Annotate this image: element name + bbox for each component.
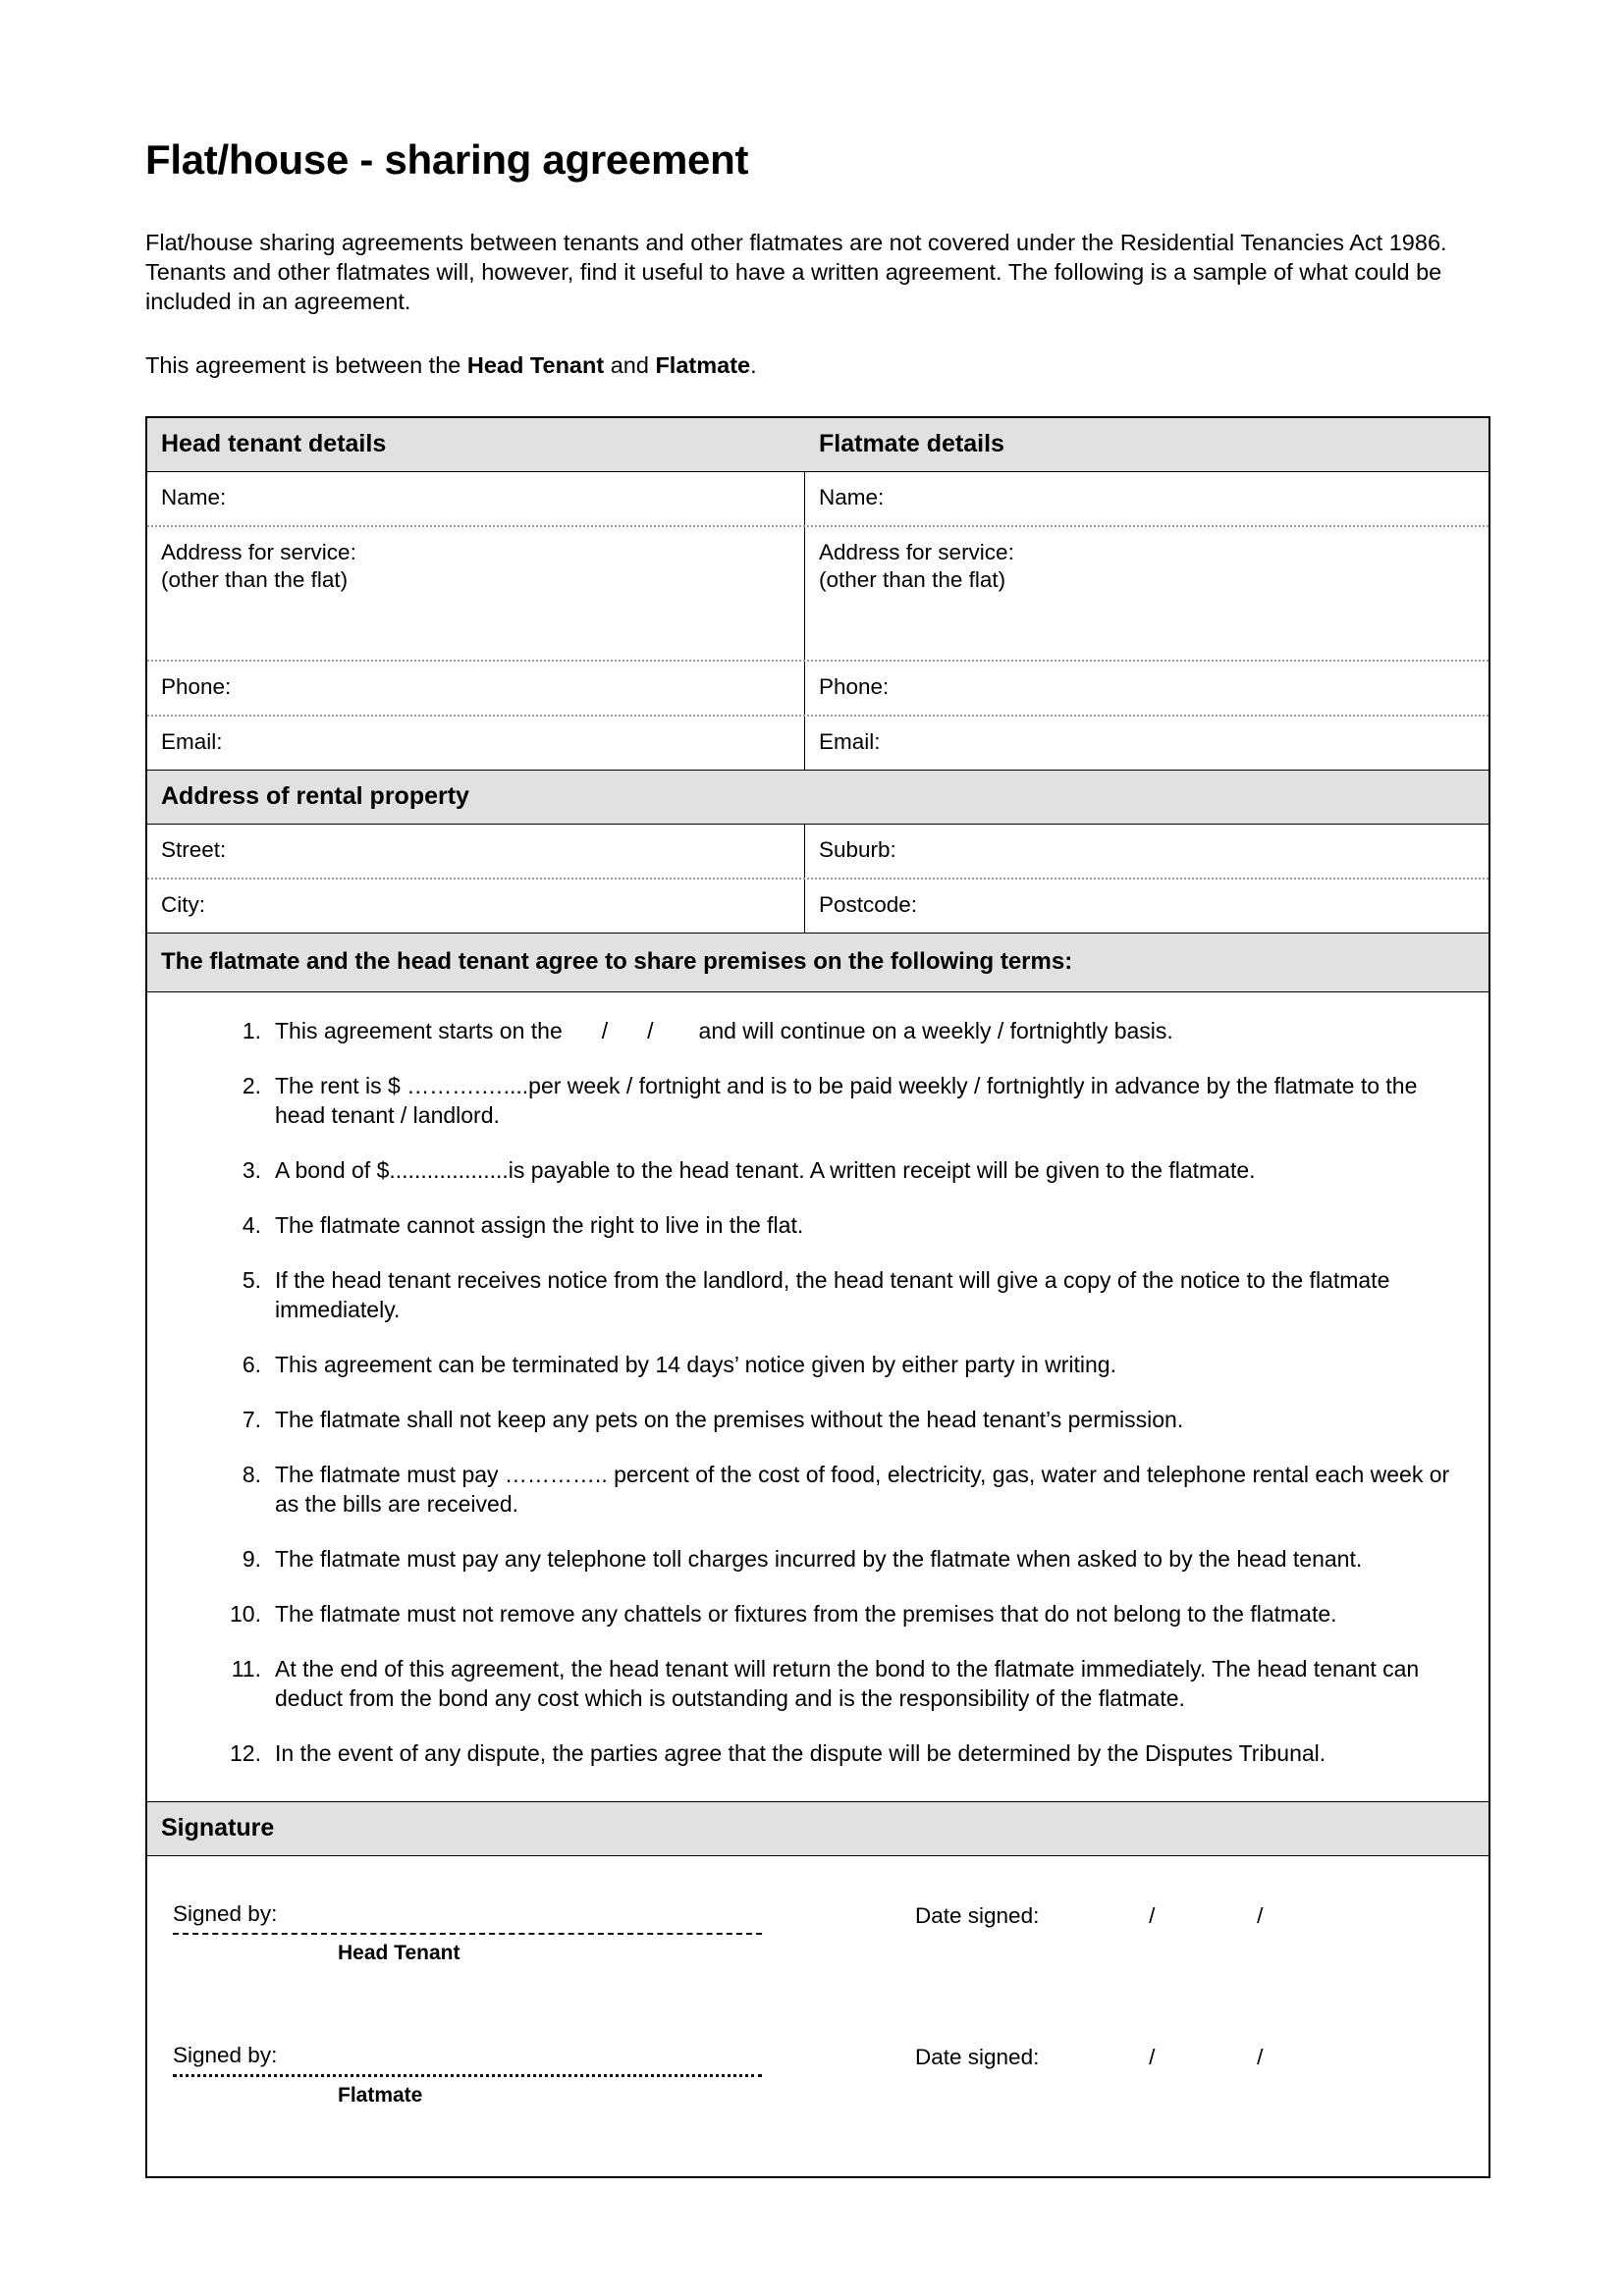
term-text-b: and will continue on a weekly / fortnightly basis.	[698, 1018, 1173, 1043]
head-tenant-details-heading: Head tenant details	[161, 430, 387, 457]
term-text: The flatmate shall not keep any pets on the premises without the head tenant’s permission.	[275, 1407, 1184, 1432]
signed-by-label: Signed by:	[173, 2043, 278, 2067]
term-number: 8.	[242, 1462, 261, 1487]
flatmate-name-field[interactable]	[805, 472, 1489, 525]
agreement-form-table	[145, 416, 1490, 2178]
date-slash-2: /	[1257, 1903, 1264, 1928]
term-item-7	[167, 1405, 1469, 1434]
name-row	[147, 471, 1489, 525]
term-item-8	[167, 1460, 1469, 1519]
phone-label: Phone:	[161, 674, 232, 699]
term-item-6	[167, 1350, 1469, 1379]
term-text: The flatmate must pay ………….. percent of the cost of food, electricity, gas, water and telephone rental each week or as the bills are received.	[275, 1462, 1450, 1517]
flatmate-address-field[interactable]	[805, 527, 1489, 660]
term-text: A bond of $...................is payable to the head tenant. A written receipt will be given to the flatmate.	[275, 1157, 1256, 1183]
term-number: 10.	[230, 1601, 261, 1627]
terms-heading: The flatmate and the head tenant agree to share premises on the following terms:	[147, 933, 1489, 991]
term-text: The flatmate must pay any telephone toll charges incurred by the flatmate when asked to by the head tenant.	[275, 1546, 1363, 1572]
term-item-5	[167, 1265, 1469, 1324]
date-slash-2: /	[1257, 2045, 1264, 2069]
flatmate-phone-field[interactable]	[805, 662, 1489, 715]
phone-row	[147, 660, 1489, 715]
street-suburb-row	[147, 824, 1489, 878]
terms-body	[147, 991, 1489, 1801]
term-item-11	[167, 1654, 1469, 1713]
between-prefix: This agreement is between the	[145, 352, 467, 378]
term-text: The flatmate must not remove any chattels or fixtures from the premises that do not belong to the flatmate.	[275, 1601, 1337, 1627]
flatmate-signature-block	[173, 2043, 762, 2108]
suburb-label: Suburb:	[819, 837, 896, 862]
email-row	[147, 715, 1489, 770]
signature-row-head-tenant	[147, 1901, 1489, 1996]
term-number: 5.	[242, 1267, 261, 1293]
city-field[interactable]	[147, 880, 804, 933]
date-signed-label: Date signed:	[915, 2045, 1040, 2069]
term-number: 6.	[242, 1352, 261, 1377]
term-item-1	[167, 1016, 1469, 1045]
email-label: Email:	[819, 729, 881, 754]
signature-body	[147, 1855, 1489, 2176]
email-label: Email:	[161, 729, 223, 754]
name-label: Name:	[819, 485, 885, 509]
agreement-parties-sentence	[145, 350, 1451, 380]
term-number: 9.	[242, 1546, 261, 1572]
flatmate-signature-line[interactable]	[173, 2072, 762, 2077]
address-label: Address for service:	[819, 540, 1014, 564]
signed-by-label: Signed by:	[173, 1901, 278, 1926]
flatmate-role-label: Flatmate	[338, 2084, 423, 2107]
postcode-label: Postcode:	[819, 892, 918, 917]
term-slash-1: /	[601, 1018, 609, 1043]
term-text: This agreement can be terminated by 14 days’ notice given by either party in writing.	[275, 1352, 1116, 1377]
term-text-a: This agreement starts on the	[275, 1018, 563, 1043]
street-label: Street:	[161, 837, 227, 862]
address-sublabel: (other than the flat)	[819, 567, 1006, 592]
term-number: 12.	[230, 1740, 261, 1766]
term-number: 1.	[242, 1018, 261, 1043]
flatmate-date-block[interactable]	[915, 2045, 1263, 2070]
term-slash-2: /	[647, 1018, 654, 1043]
party-head-tenant: Head Tenant	[466, 352, 605, 378]
term-item-3	[167, 1155, 1469, 1185]
term-item-12	[167, 1738, 1469, 1768]
date-signed-label: Date signed:	[915, 1903, 1040, 1928]
page-title: Flat/house - sharing agreement	[145, 136, 749, 183]
intro-paragraph: Flat/house sharing agreements between tenants and other flatmates are not covered under the Residential Tenancies Act 1986. Tenants and other flatmates will, however, find it useful to have a written agreement. The following is a sample of what could be included in an agreement.	[145, 230, 1447, 314]
signature-row-flatmate	[147, 2043, 1489, 2137]
city-label: City:	[161, 892, 205, 917]
term-item-4	[167, 1210, 1469, 1240]
signature-heading: Signature	[147, 1801, 1489, 1855]
term-text: If the head tenant receives notice from the landlord, the head tenant will give a copy of the notice to the flatmate immediately.	[275, 1267, 1390, 1322]
term-number: 2.	[242, 1073, 261, 1098]
party-details-header-row	[147, 418, 1489, 471]
term-number: 7.	[242, 1407, 261, 1432]
term-text: At the end of this agreement, the head tenant will return the bond to the flatmate immediately. The head tenant can deduct from the bond any cost which is outstanding and is the responsibility of the flatmate.	[275, 1656, 1420, 1711]
term-item-9	[167, 1544, 1469, 1574]
name-label: Name:	[161, 485, 227, 509]
between-conjunction: and	[604, 352, 656, 378]
term-number: 11.	[231, 1656, 261, 1682]
address-label: Address for service:	[161, 540, 356, 564]
head-tenant-signature-line[interactable]	[173, 1931, 762, 1935]
flatmate-email-field[interactable]	[805, 717, 1489, 770]
term-number: 3.	[242, 1157, 261, 1183]
head-tenant-signature-block	[173, 1901, 762, 1965]
address-for-service-row	[147, 525, 1489, 660]
head-tenant-phone-field[interactable]	[147, 662, 804, 715]
head-tenant-name-field[interactable]	[147, 472, 804, 525]
between-suffix: .	[750, 352, 757, 378]
phone-label: Phone:	[819, 674, 890, 699]
postcode-field[interactable]	[805, 880, 1489, 933]
head-tenant-address-field[interactable]	[147, 527, 804, 660]
flatmate-details-heading: Flatmate details	[819, 430, 1004, 457]
street-field[interactable]	[147, 825, 804, 878]
date-slash-1: /	[1149, 2045, 1156, 2069]
address-sublabel: (other than the flat)	[161, 567, 349, 592]
suburb-field[interactable]	[805, 825, 1489, 878]
city-postcode-row	[147, 878, 1489, 933]
head-tenant-role-label: Head Tenant	[338, 1942, 460, 1964]
head-tenant-email-field[interactable]	[147, 717, 804, 770]
term-text: The flatmate cannot assign the right to live in the flat.	[275, 1212, 804, 1238]
terms-list	[167, 1016, 1469, 1768]
rental-property-heading: Address of rental property	[147, 770, 1489, 824]
term-item-10	[167, 1599, 1469, 1629]
term-text: The rent is $ ……….…....per week / fortnight and is to be paid weekly / fortnightly in advance by the flatmate to the head tenant / landlord.	[275, 1073, 1418, 1128]
term-number: 4.	[242, 1212, 261, 1238]
head-tenant-date-block[interactable]	[915, 1903, 1263, 1929]
term-text: In the event of any dispute, the parties agree that the dispute will be determined by the Disputes Tribunal.	[275, 1740, 1326, 1766]
party-flatmate: Flatmate	[655, 352, 751, 378]
term-item-2	[167, 1071, 1469, 1130]
date-slash-1: /	[1149, 1903, 1156, 1928]
